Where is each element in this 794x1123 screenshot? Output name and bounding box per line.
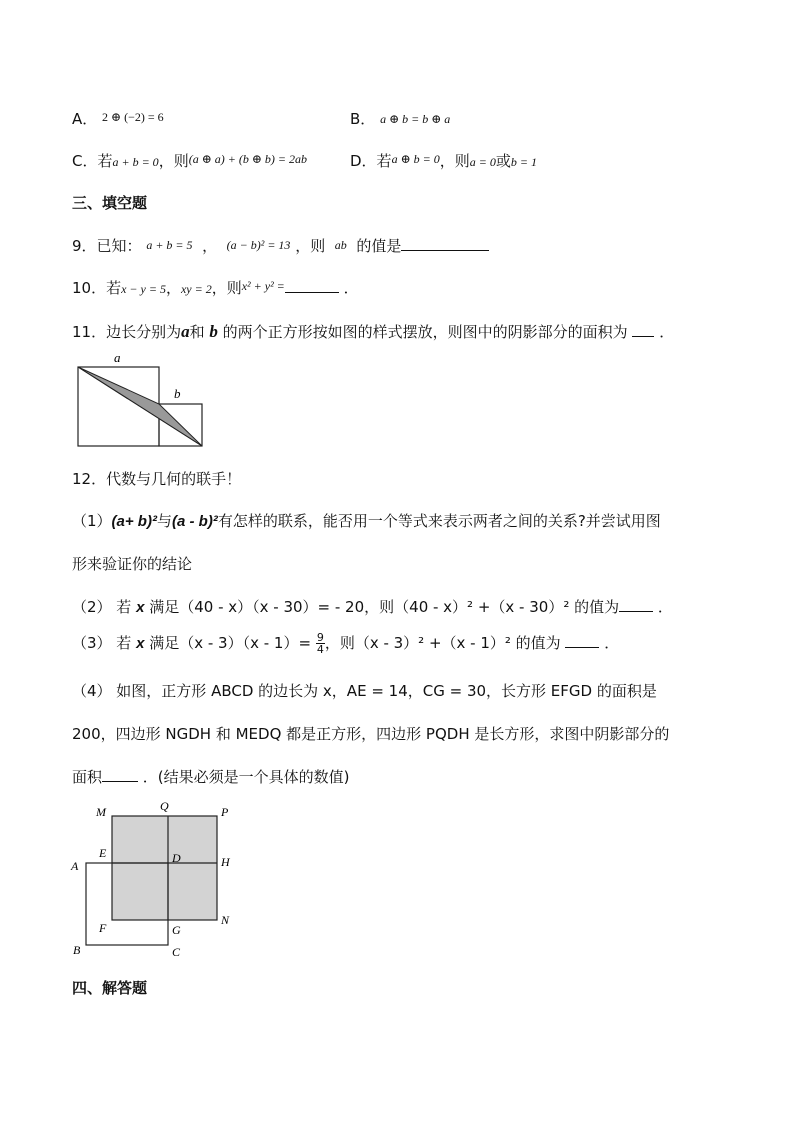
q12-part4-line1: （4） 如图，正方形 ABCD 的边长为 x，AE = 14，CG = 30，长方形 EFGD 的面积是 <box>72 682 657 700</box>
q12-part1 <box>72 510 661 531</box>
question-9 <box>72 235 489 256</box>
label-F: F <box>99 921 107 935</box>
q12-part4-line2: 200，四边形 NGDH 和 MEDQ 都是正方形，四边形 PQDH 是长方形，求图中阴影部分的 <box>72 725 670 743</box>
q12-p3-suffix: ． <box>604 634 620 652</box>
q11-suffix: ． <box>659 323 675 341</box>
frac-denominator: 4 <box>316 643 324 656</box>
choice-c-mid: ，则 <box>158 152 189 170</box>
q12-part2 <box>72 596 673 617</box>
shaded-square-mnpq <box>112 816 217 920</box>
question-10 <box>72 277 359 298</box>
label-N: N <box>221 913 230 927</box>
q12-p4-answer-blank[interactable] <box>102 781 138 782</box>
label-P: P <box>221 805 229 819</box>
q12-p3-text2: ，则（x - 3）² +（x - 1）² 的值为 <box>324 634 561 652</box>
q9-mid: ，则 <box>295 237 326 255</box>
q12-p4-line3-suffix: ．(结果必须是一个具体的数值) <box>142 768 350 786</box>
q11-var-a: a <box>181 322 190 341</box>
q12-p3-var-x: x <box>136 635 145 652</box>
q12-p1-expr2: (a - b)² <box>171 513 218 530</box>
q12-p2-answer-blank[interactable] <box>619 611 653 612</box>
choice-a-expr: 2 ⊕ (−2) = 6 <box>102 110 164 124</box>
choice-d-cond: a ⊕ b = 0 <box>391 152 440 166</box>
figure-squares-abcd <box>66 796 246 966</box>
choice-a-label: A． <box>72 110 98 128</box>
label-b: b <box>174 386 181 401</box>
q10-prefix: 10．若 <box>72 279 122 297</box>
q12-part3 <box>72 632 619 655</box>
label-H: H <box>221 855 230 869</box>
q9-answer-blank[interactable] <box>401 250 489 251</box>
q11-and: 和 <box>189 323 205 341</box>
choice-a <box>72 108 164 129</box>
choice-c-expr: (a ⊕ a) + (b ⊕ b) = 2ab <box>188 152 307 166</box>
q12-p2-text: 满足（40 - x）（x - 30）= - 20，则（40 - x）² +（x - 30）² 的值为 <box>149 598 620 616</box>
q9-eq1: a + b = 5 <box>146 238 193 252</box>
q12-p1-text: 有怎样的联系，能否用一个等式来表示两者之间的关系?并尝试用图 <box>217 512 661 530</box>
q12-p2-suffix: ． <box>657 598 673 616</box>
q12-p2-var-x: x <box>136 599 145 616</box>
q11-prefix: 11．边长分别为 <box>72 323 182 341</box>
q9-eq2: (a − b)² = 13 <box>226 238 291 252</box>
label-G: G <box>172 923 181 937</box>
label-a: a <box>114 350 121 365</box>
q12-p3-answer-blank[interactable] <box>565 647 599 648</box>
q12-p4-line3-prefix: 面积 <box>72 768 103 786</box>
label-A: A <box>71 859 79 873</box>
choice-d-expr2: b = 1 <box>510 155 537 169</box>
choice-d-or: 或 <box>495 152 511 170</box>
choice-c <box>72 150 307 171</box>
choice-b-expr: a ⊕ b = b ⊕ a <box>380 112 451 126</box>
q11-var-b: b <box>209 322 218 341</box>
q10-eq3: x² + y² = <box>241 279 285 293</box>
label-C: C <box>172 945 181 959</box>
section-3-title: 三、填空题 <box>72 194 148 212</box>
q12-p3-fraction <box>316 632 325 655</box>
q11-answer-blank[interactable] <box>632 336 654 337</box>
q10-answer-blank[interactable] <box>285 292 339 293</box>
q10-suffix: ． <box>343 279 359 297</box>
diagonal-line <box>78 367 202 446</box>
question-11 <box>72 321 674 342</box>
figure-two-squares <box>70 348 210 450</box>
label-Q: Q <box>160 799 169 813</box>
choice-d-mid: ，则 <box>439 152 470 170</box>
frac-numerator: 9 <box>316 631 324 644</box>
choice-c-label: C．若 <box>72 152 113 170</box>
q12-title: 12．代数与几何的联手！ <box>72 470 242 488</box>
q10-eq1: x − y = 5 <box>121 282 166 296</box>
choice-b <box>350 108 450 129</box>
q9-eq3: ab <box>334 238 347 252</box>
q9-prefix: 9．已知： <box>72 237 142 255</box>
q10-eq2: xy = 2 <box>180 282 212 296</box>
q10-sep: ， <box>165 279 181 297</box>
choice-d-label: D．若 <box>350 152 392 170</box>
q12-p1-prefix: （1） <box>72 512 112 530</box>
q12-part1-line2: 形来验证你的结论 <box>72 555 193 573</box>
label-B: B <box>73 943 81 957</box>
section-4-title: 四、解答题 <box>72 979 148 997</box>
choice-d <box>350 150 537 171</box>
label-E: E <box>99 846 107 860</box>
q10-mid: ，则 <box>211 279 242 297</box>
q12-p1-mid: 与 <box>156 512 172 530</box>
choice-c-cond: a + b = 0 <box>112 155 159 169</box>
q11-text: 的两个正方形按如图的样式摆放，则图中的阴影部分的面积为 <box>222 323 628 341</box>
choice-b-label: B． <box>350 110 376 128</box>
choice-d-expr1: a = 0 <box>469 155 496 169</box>
q12-part4-line3 <box>72 766 350 787</box>
q9-suffix: 的值是 <box>356 237 402 255</box>
q12-p3-prefix: （3） 若 <box>72 634 132 652</box>
label-D: D <box>172 851 181 865</box>
q12-p2-prefix: （2） 若 <box>72 598 132 616</box>
q9-sep: ， <box>202 237 218 255</box>
q12-p1-expr1: (a+ b)² <box>111 513 157 530</box>
label-M: M <box>96 805 106 819</box>
q12-p3-text1: 满足（x - 3）（x - 1）= <box>149 634 312 652</box>
